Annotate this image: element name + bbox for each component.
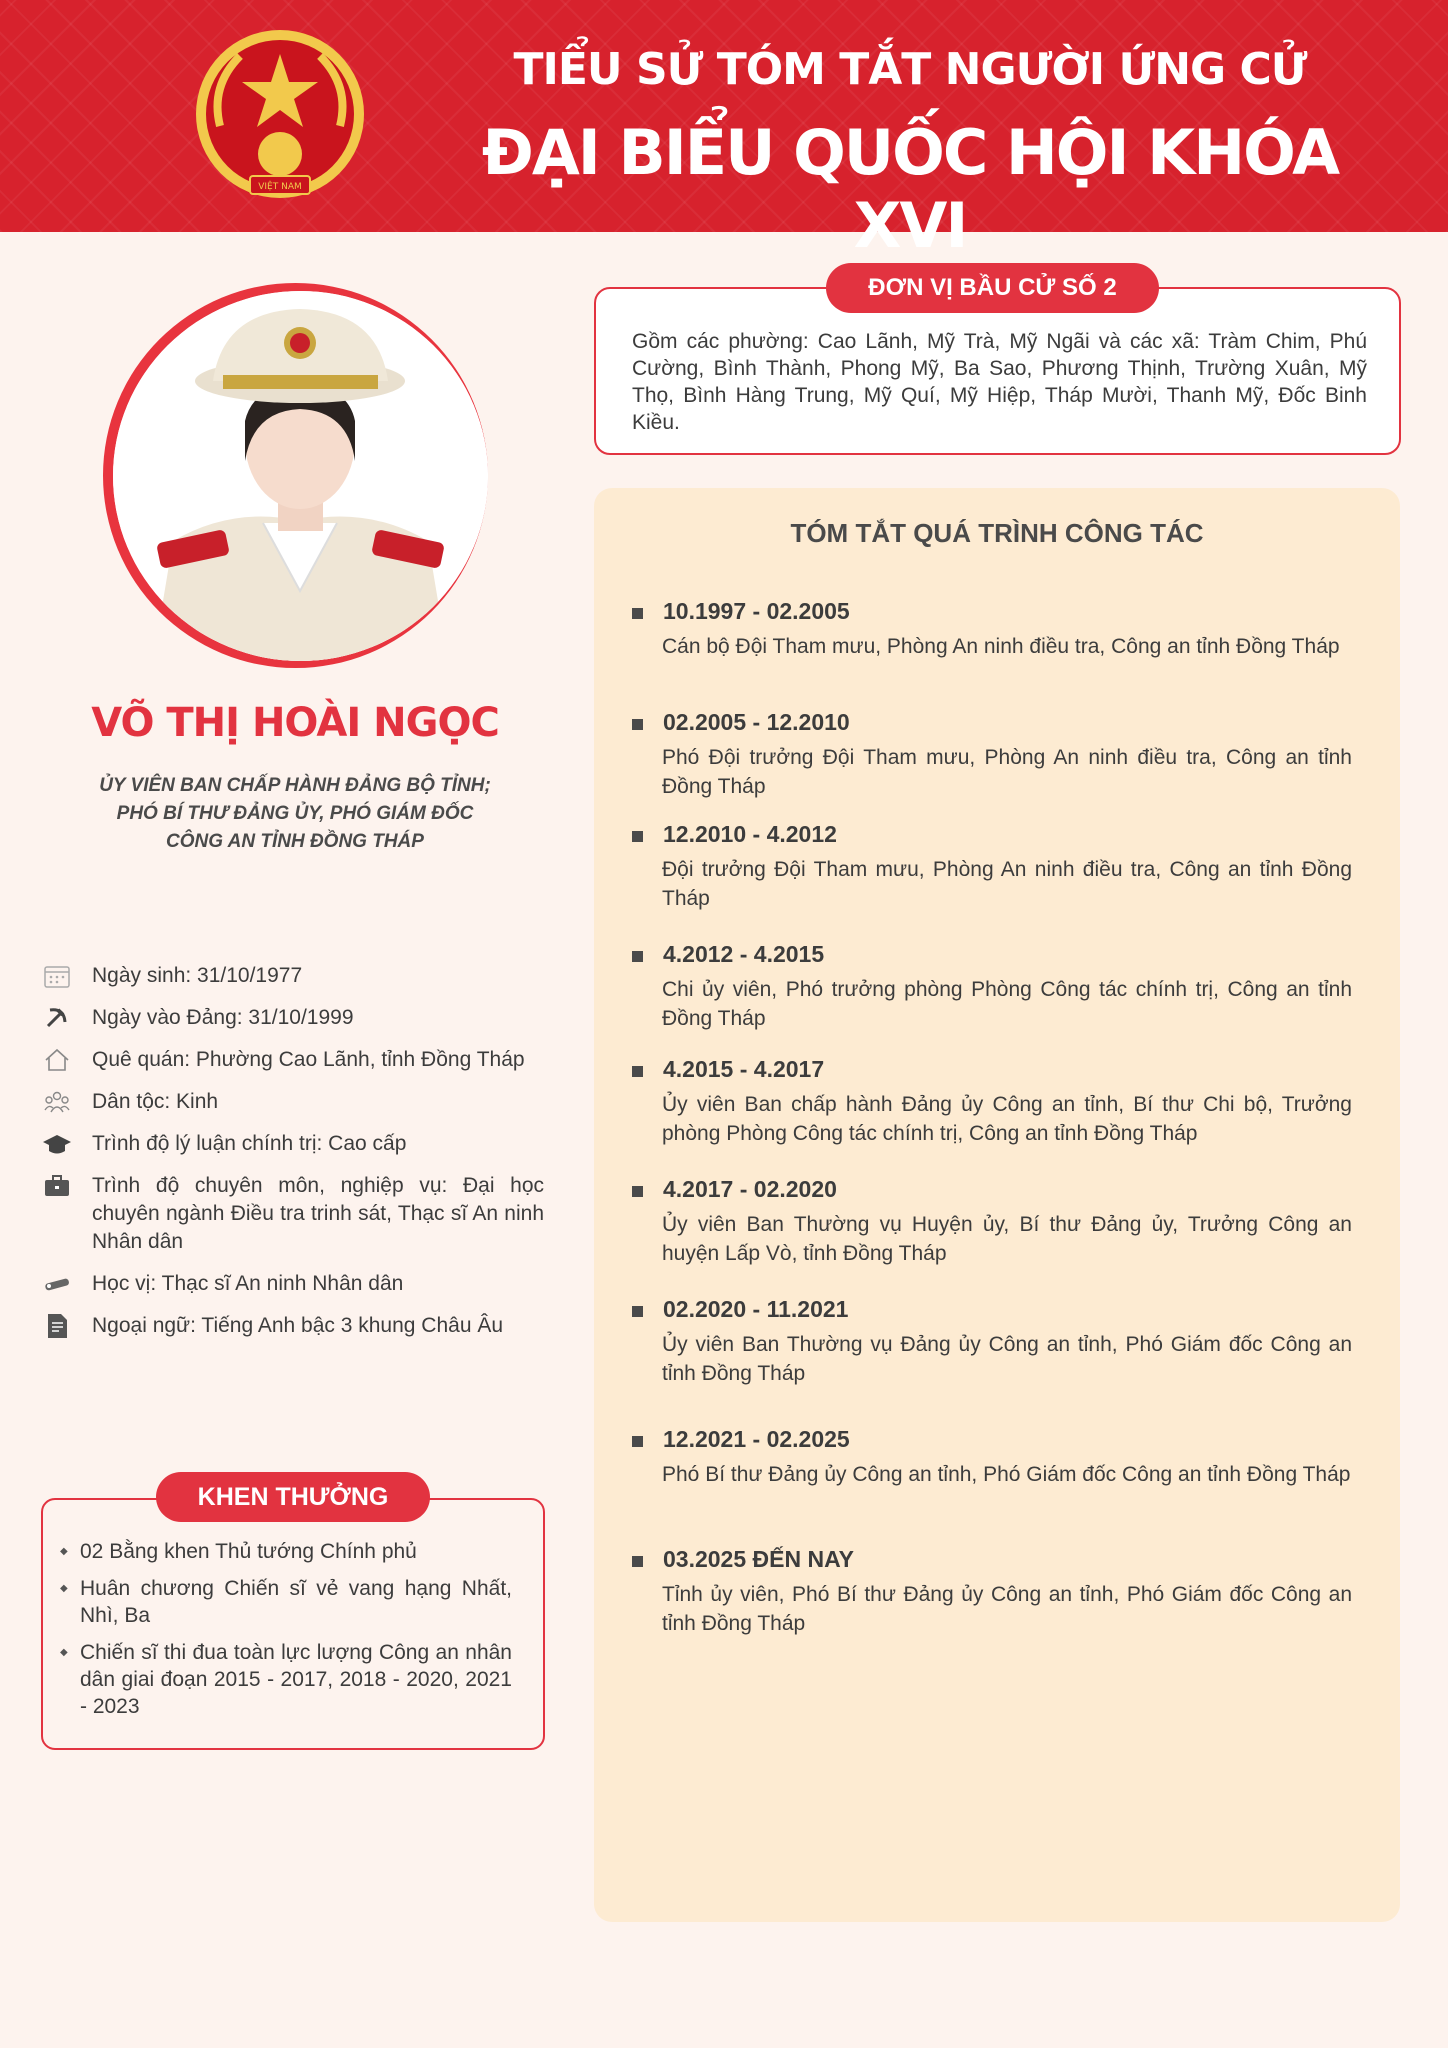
career-description: Ủy viên Ban Thường vụ Huyện ủy, Bí thư Đảng ủy, Trưởng Công an huyện Lấp Vò, tỉnh Đồng Tháp — [662, 1213, 1352, 1265]
bullet-icon — [632, 1306, 643, 1317]
personal-info-list — [42, 962, 544, 1354]
career-period: 12.2010 - 4.2012 — [663, 820, 837, 847]
career-item — [632, 596, 1352, 661]
info-political-theory — [42, 1130, 544, 1158]
bullet-icon — [632, 1436, 643, 1447]
info-birthdate — [42, 962, 544, 990]
career-description: Ủy viên Ban Thường vụ Đảng ủy Công an tỉnh, Phó Giám đốc Công an tỉnh Đồng Tháp — [662, 1333, 1352, 1385]
info-party-date — [42, 1004, 544, 1032]
award-item: ◆ Chiến sĩ thi đua toàn lực lượng Công an nhân dân giai đoạn 2015 - 2017, 2018 - 2020, 2021 - 2023 — [60, 1639, 512, 1720]
portrait-frame — [103, 283, 488, 668]
calendar-icon — [42, 962, 72, 990]
career-item — [632, 819, 1352, 913]
info-text: Trình độ chuyên môn, nghiệp vụ: Đại học chuyên ngành Điều tra trinh sát, Thạc sĩ An ninh Nhân dân — [92, 1174, 544, 1253]
title-line-1: TIỂU SỬ TÓM TẮT NGƯỜI ỨNG CỬ — [513, 44, 1307, 95]
award-item: ◆ Huân chương Chiến sĩ vẻ vang hạng Nhất, Nhì, Ba — [60, 1575, 512, 1629]
info-expertise — [42, 1172, 544, 1256]
bullet-icon — [632, 1556, 643, 1567]
info-text: Ngày vào Đảng: 31/10/1999 — [92, 1006, 354, 1029]
career-description: Chi ủy viên, Phó trưởng phòng Phòng Công tác chính trị, Công an tỉnh Đồng Tháp — [662, 978, 1352, 1030]
info-text: Ngày sinh: 31/10/1977 — [92, 964, 303, 987]
bullet-icon — [632, 608, 643, 619]
graduation-cap-icon — [42, 1130, 72, 1158]
award-item: ◆ 02 Bằng khen Thủ tướng Chính phủ — [60, 1538, 512, 1565]
bullet-icon — [632, 1186, 643, 1197]
bullet-icon — [632, 831, 643, 842]
career-description: Ủy viên Ban chấp hành Đảng ủy Công an tỉnh, Bí thư Chi bộ, Trưởng phòng Phòng Công tác chính trị, Công an tỉnh Đồng Tháp — [662, 1093, 1352, 1145]
candidate-name: VÕ THỊ HOÀI NGỌC — [91, 700, 499, 746]
info-text: Quê quán: Phường Cao Lãnh, tỉnh Đồng Tháp — [92, 1048, 525, 1071]
career-title: TÓM TẮT QUÁ TRÌNH CÔNG TÁC — [790, 518, 1204, 548]
document-icon — [42, 1312, 72, 1340]
info-text: Trình độ lý luận chính trị: Cao cấp — [92, 1132, 407, 1155]
awards-title: KHEN THƯỞNG — [156, 1472, 430, 1522]
bullet-icon — [632, 1066, 643, 1077]
position-line: CÔNG AN TỈNH ĐỒNG THÁP — [166, 831, 424, 852]
national-emblem-icon — [190, 26, 370, 206]
career-item — [632, 1054, 1352, 1148]
hammer-sickle-icon — [42, 1004, 72, 1032]
career-period: 4.2012 - 4.2015 — [663, 940, 825, 967]
person-photo-icon — [113, 291, 488, 661]
header-banner — [0, 0, 1448, 262]
career-period: 03.2025 ĐẾN NAY — [663, 1545, 854, 1572]
career-period: 4.2017 - 02.2020 — [663, 1175, 837, 1202]
briefcase-icon — [42, 1172, 72, 1200]
career-period: 02.2005 - 12.2010 — [663, 708, 850, 735]
info-ethnicity — [42, 1088, 544, 1116]
district-title: ĐƠN VỊ BẦU CỬ SỐ 2 — [826, 263, 1159, 313]
career-item — [632, 707, 1352, 801]
career-item — [632, 1424, 1352, 1489]
career-description: Cán bộ Đội Tham mưu, Phòng An ninh điều tra, Công an tỉnh Đồng Tháp — [662, 635, 1340, 658]
career-period: 10.1997 - 02.2005 — [663, 597, 850, 624]
info-text: Dân tộc: Kinh — [92, 1090, 219, 1113]
diploma-icon — [42, 1270, 72, 1298]
awards-list — [60, 1538, 512, 1730]
career-item — [632, 1544, 1352, 1638]
info-language — [42, 1312, 544, 1340]
bullet-icon — [632, 719, 643, 730]
portrait-photo — [113, 291, 488, 661]
info-text: Học vị: Thạc sĩ An ninh Nhân dân — [92, 1272, 404, 1295]
career-description: Tỉnh ủy viên, Phó Bí thư Đảng ủy Công an tỉnh, Phó Giám đốc Công an tỉnh Đồng Tháp — [662, 1583, 1352, 1635]
career-description: Đội trưởng Đội Tham mưu, Phòng An ninh điều tra, Công an tỉnh Đồng Tháp — [662, 858, 1352, 910]
title-line-2: ĐẠI BIỂU QUỐC HỘI KHÓA XVI — [481, 116, 1339, 262]
career-period: 02.2020 - 11.2021 — [663, 1295, 849, 1322]
career-item — [632, 939, 1352, 1033]
district-description: Gồm các phường: Cao Lãnh, Mỹ Trà, Mỹ Ngãi và các xã: Tràm Chim, Phú Cường, Bình Thành, Phong Mỹ, Ba Sao, Phương Thịnh, Trường Xuân, Mỹ Thọ, Bình Hàng Trung, Mỹ Quí, Mỹ Hiệp, Tháp Mười, Thanh Mỹ, Đốc Binh Kiều. — [632, 330, 1367, 434]
position-line: ỦY VIÊN BAN CHẤP HÀNH ĐẢNG BỘ TỈNH; — [99, 775, 491, 796]
career-item — [632, 1294, 1352, 1388]
career-description: Phó Đội trưởng Đội Tham mưu, Phòng An ninh điều tra, Công an tỉnh Đồng Tháp — [662, 746, 1352, 798]
career-description: Phó Bí thư Đảng ủy Công an tỉnh, Phó Giám đốc Công an tỉnh Đồng Tháp — [662, 1463, 1351, 1486]
career-period: 12.2021 - 02.2025 — [663, 1425, 850, 1452]
info-hometown — [42, 1046, 544, 1074]
svg-text:VIỆT NAM: VIỆT NAM — [258, 182, 302, 192]
candidate-position — [60, 772, 530, 856]
info-text: Ngoại ngữ: Tiếng Anh bậc 3 khung Châu Âu — [92, 1314, 504, 1337]
home-icon — [42, 1046, 72, 1074]
position-line: PHÓ BÍ THƯ ĐẢNG ỦY, PHÓ GIÁM ĐỐC — [116, 803, 474, 824]
bullet-icon — [632, 951, 643, 962]
career-item — [632, 1174, 1352, 1268]
people-icon — [42, 1088, 72, 1116]
info-degree — [42, 1270, 544, 1298]
career-period: 4.2015 - 4.2017 — [663, 1055, 825, 1082]
